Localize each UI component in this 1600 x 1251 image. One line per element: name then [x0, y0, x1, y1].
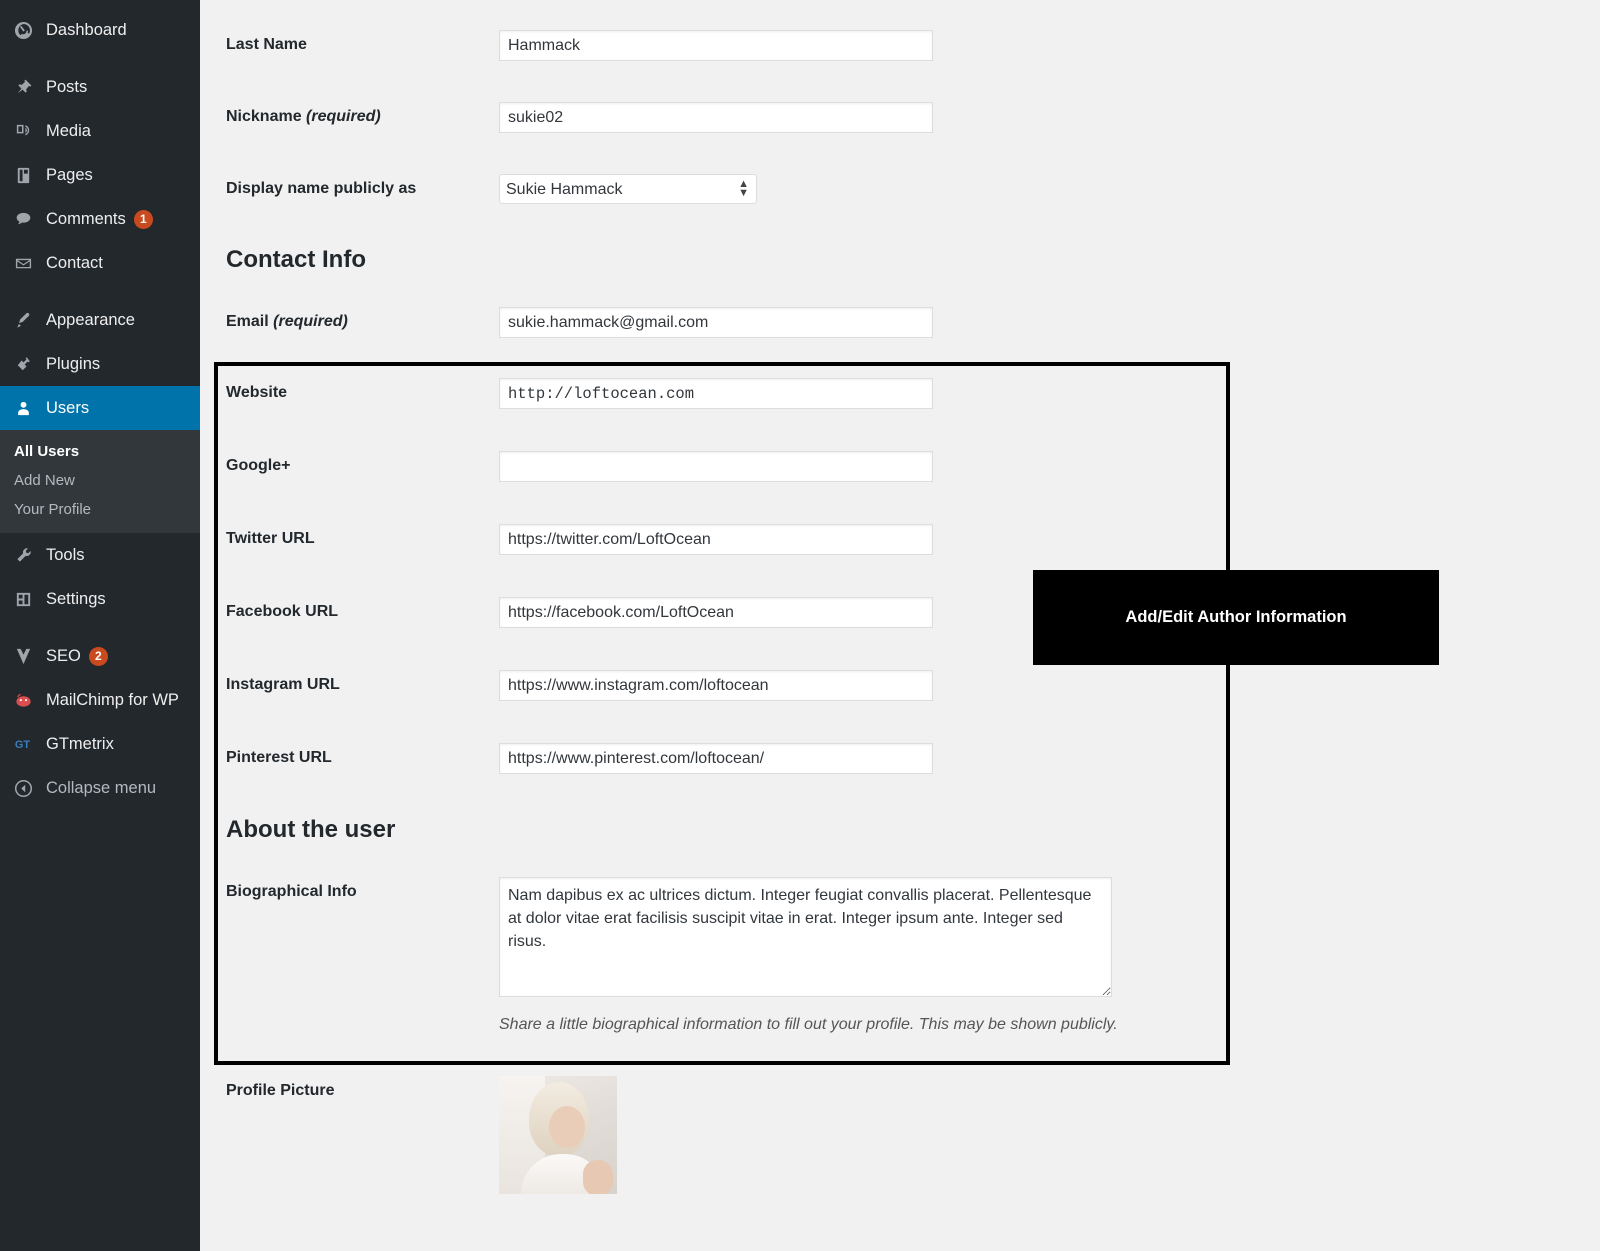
page-icon — [14, 166, 40, 185]
field-row-twitter-url — [200, 524, 1600, 555]
field-row-instagram-url — [200, 670, 1600, 701]
gtmetrix-icon — [14, 736, 40, 752]
pin-icon — [14, 78, 40, 97]
sidebar-item-users[interactable] — [0, 386, 200, 430]
google-plus-input[interactable] — [499, 451, 933, 482]
select-arrows-icon: ▲ ▼ — [738, 178, 749, 199]
field-label-instagram-url: Instagram URL — [226, 676, 340, 693]
field-row-last-name — [200, 30, 1600, 61]
plug-icon — [14, 355, 40, 374]
admin-sidebar — [0, 0, 200, 1251]
field-row-profile-picture — [200, 1076, 1600, 1194]
field-row-display-name — [200, 174, 1600, 204]
field-row-email — [200, 307, 1600, 338]
sidebar-item-media[interactable] — [0, 109, 200, 153]
field-row-website — [200, 378, 1600, 409]
sidebar-item-label: SEO — [46, 646, 81, 665]
biographical-info-description: Share a little biographical information to fill out your profile. This may be shown publicly. — [499, 1016, 1118, 1033]
sidebar-item-label: Dashboard — [46, 20, 127, 39]
collapse-arrow-icon — [14, 779, 40, 798]
sidebar-item-pages[interactable] — [0, 153, 200, 197]
collapse-menu-button[interactable] — [0, 766, 200, 810]
sidebar-item-label: Pages — [46, 165, 93, 184]
sidebar-item-seo[interactable] — [0, 634, 200, 678]
field-label-last-name: Last Name — [226, 36, 307, 53]
sidebar-item-settings[interactable] — [0, 577, 200, 621]
sidebar-item-label: Posts — [46, 77, 88, 96]
brush-icon — [14, 311, 40, 330]
sidebar-item-label: Tools — [46, 545, 85, 564]
user-icon — [14, 399, 40, 418]
field-label-display-name: Display name publicly as — [226, 180, 417, 197]
last-name-input[interactable] — [499, 30, 933, 61]
status-badge: 2 — [89, 647, 108, 666]
section-heading-contact-info: Contact Info — [226, 246, 366, 273]
nickname-input[interactable] — [499, 102, 933, 133]
field-row-biographical-info — [200, 877, 1600, 1002]
field-required-note: (required) — [273, 313, 348, 330]
sidebar-item-label: Plugins — [46, 354, 101, 373]
sidebar-item-label: Appearance — [46, 310, 135, 329]
field-label-email-text: Email — [226, 313, 269, 330]
biographical-info-textarea[interactable] — [499, 877, 1112, 997]
sidebar-item-dashboard[interactable] — [0, 8, 200, 52]
sidebar-item-label: MailChimp for WP — [46, 690, 179, 709]
sidebar-item-contact[interactable] — [0, 241, 200, 285]
sidebar-item-label: Users — [46, 398, 90, 417]
dashboard-icon — [14, 21, 40, 40]
field-label-pinterest-url: Pinterest URL — [226, 749, 332, 766]
pinterest-url-input[interactable] — [499, 743, 933, 774]
sidebar-item-label: Media — [46, 121, 91, 140]
facebook-url-input[interactable] — [499, 597, 933, 628]
sidebar-item-appearance[interactable] — [0, 298, 200, 342]
field-label-profile-picture: Profile Picture — [226, 1082, 335, 1099]
field-label-email — [226, 307, 499, 331]
collapse-menu-label: Collapse menu — [46, 778, 157, 797]
sidebar-item-mailchimp[interactable] — [0, 678, 200, 722]
instagram-url-input[interactable] — [499, 670, 933, 701]
sidebar-divider — [0, 52, 200, 65]
sidebar-item-posts[interactable] — [0, 65, 200, 109]
field-label-biographical-info: Biographical Info — [226, 883, 357, 900]
field-label-google-plus: Google+ — [226, 457, 291, 474]
sidebar-item-all-users[interactable]: All Users — [14, 443, 80, 460]
sidebar-item-your-profile[interactable]: Your Profile — [14, 501, 91, 518]
field-label-website: Website — [226, 384, 288, 401]
sidebar-item-add-new-user[interactable]: Add New — [14, 472, 75, 489]
sidebar-submenu-users — [0, 430, 200, 533]
section-heading-about-the-user: About the user — [226, 816, 396, 843]
sidebar-item-plugins[interactable] — [0, 342, 200, 386]
avatar-arm — [583, 1160, 613, 1194]
twitter-url-input[interactable] — [499, 524, 933, 555]
wrench-icon — [14, 546, 40, 565]
sidebar-item-label: Contact — [46, 253, 103, 272]
avatar-face — [549, 1106, 585, 1148]
field-row-google-plus — [200, 451, 1600, 482]
sidebar-item-label: GTmetrix — [46, 734, 114, 753]
avatar — [499, 1076, 617, 1194]
sidebar-divider — [0, 285, 200, 298]
field-label-nickname — [226, 102, 499, 126]
website-input[interactable] — [499, 378, 933, 409]
display-name-select-wrap — [499, 174, 757, 204]
field-row-pinterest-url — [200, 743, 1600, 774]
sidebar-item-tools[interactable] — [0, 533, 200, 577]
mail-icon — [14, 254, 40, 273]
sidebar-divider — [0, 621, 200, 634]
annotation-callout: Add/Edit Author Information — [1033, 570, 1439, 665]
settings-icon — [14, 590, 40, 609]
sidebar-item-label: Comments — [46, 209, 126, 228]
comment-icon — [14, 210, 40, 229]
media-icon — [14, 122, 40, 141]
seo-icon — [14, 647, 40, 666]
status-badge: 1 — [134, 210, 153, 229]
profile-form — [200, 0, 1600, 1251]
field-label-nickname-text: Nickname — [226, 108, 302, 125]
sidebar-item-comments[interactable] — [0, 197, 200, 241]
field-label-twitter-url: Twitter URL — [226, 530, 315, 547]
svg-text:GT: GT — [14, 739, 31, 752]
sidebar-item-gtmetrix[interactable] — [0, 722, 200, 766]
mailchimp-icon — [14, 691, 40, 710]
field-row-nickname — [200, 102, 1600, 133]
field-label-facebook-url: Facebook URL — [226, 603, 339, 620]
email-input[interactable] — [499, 307, 933, 338]
sidebar-item-label: Settings — [46, 589, 106, 608]
field-required-note: (required) — [306, 108, 381, 125]
display-name-select[interactable] — [499, 174, 757, 204]
